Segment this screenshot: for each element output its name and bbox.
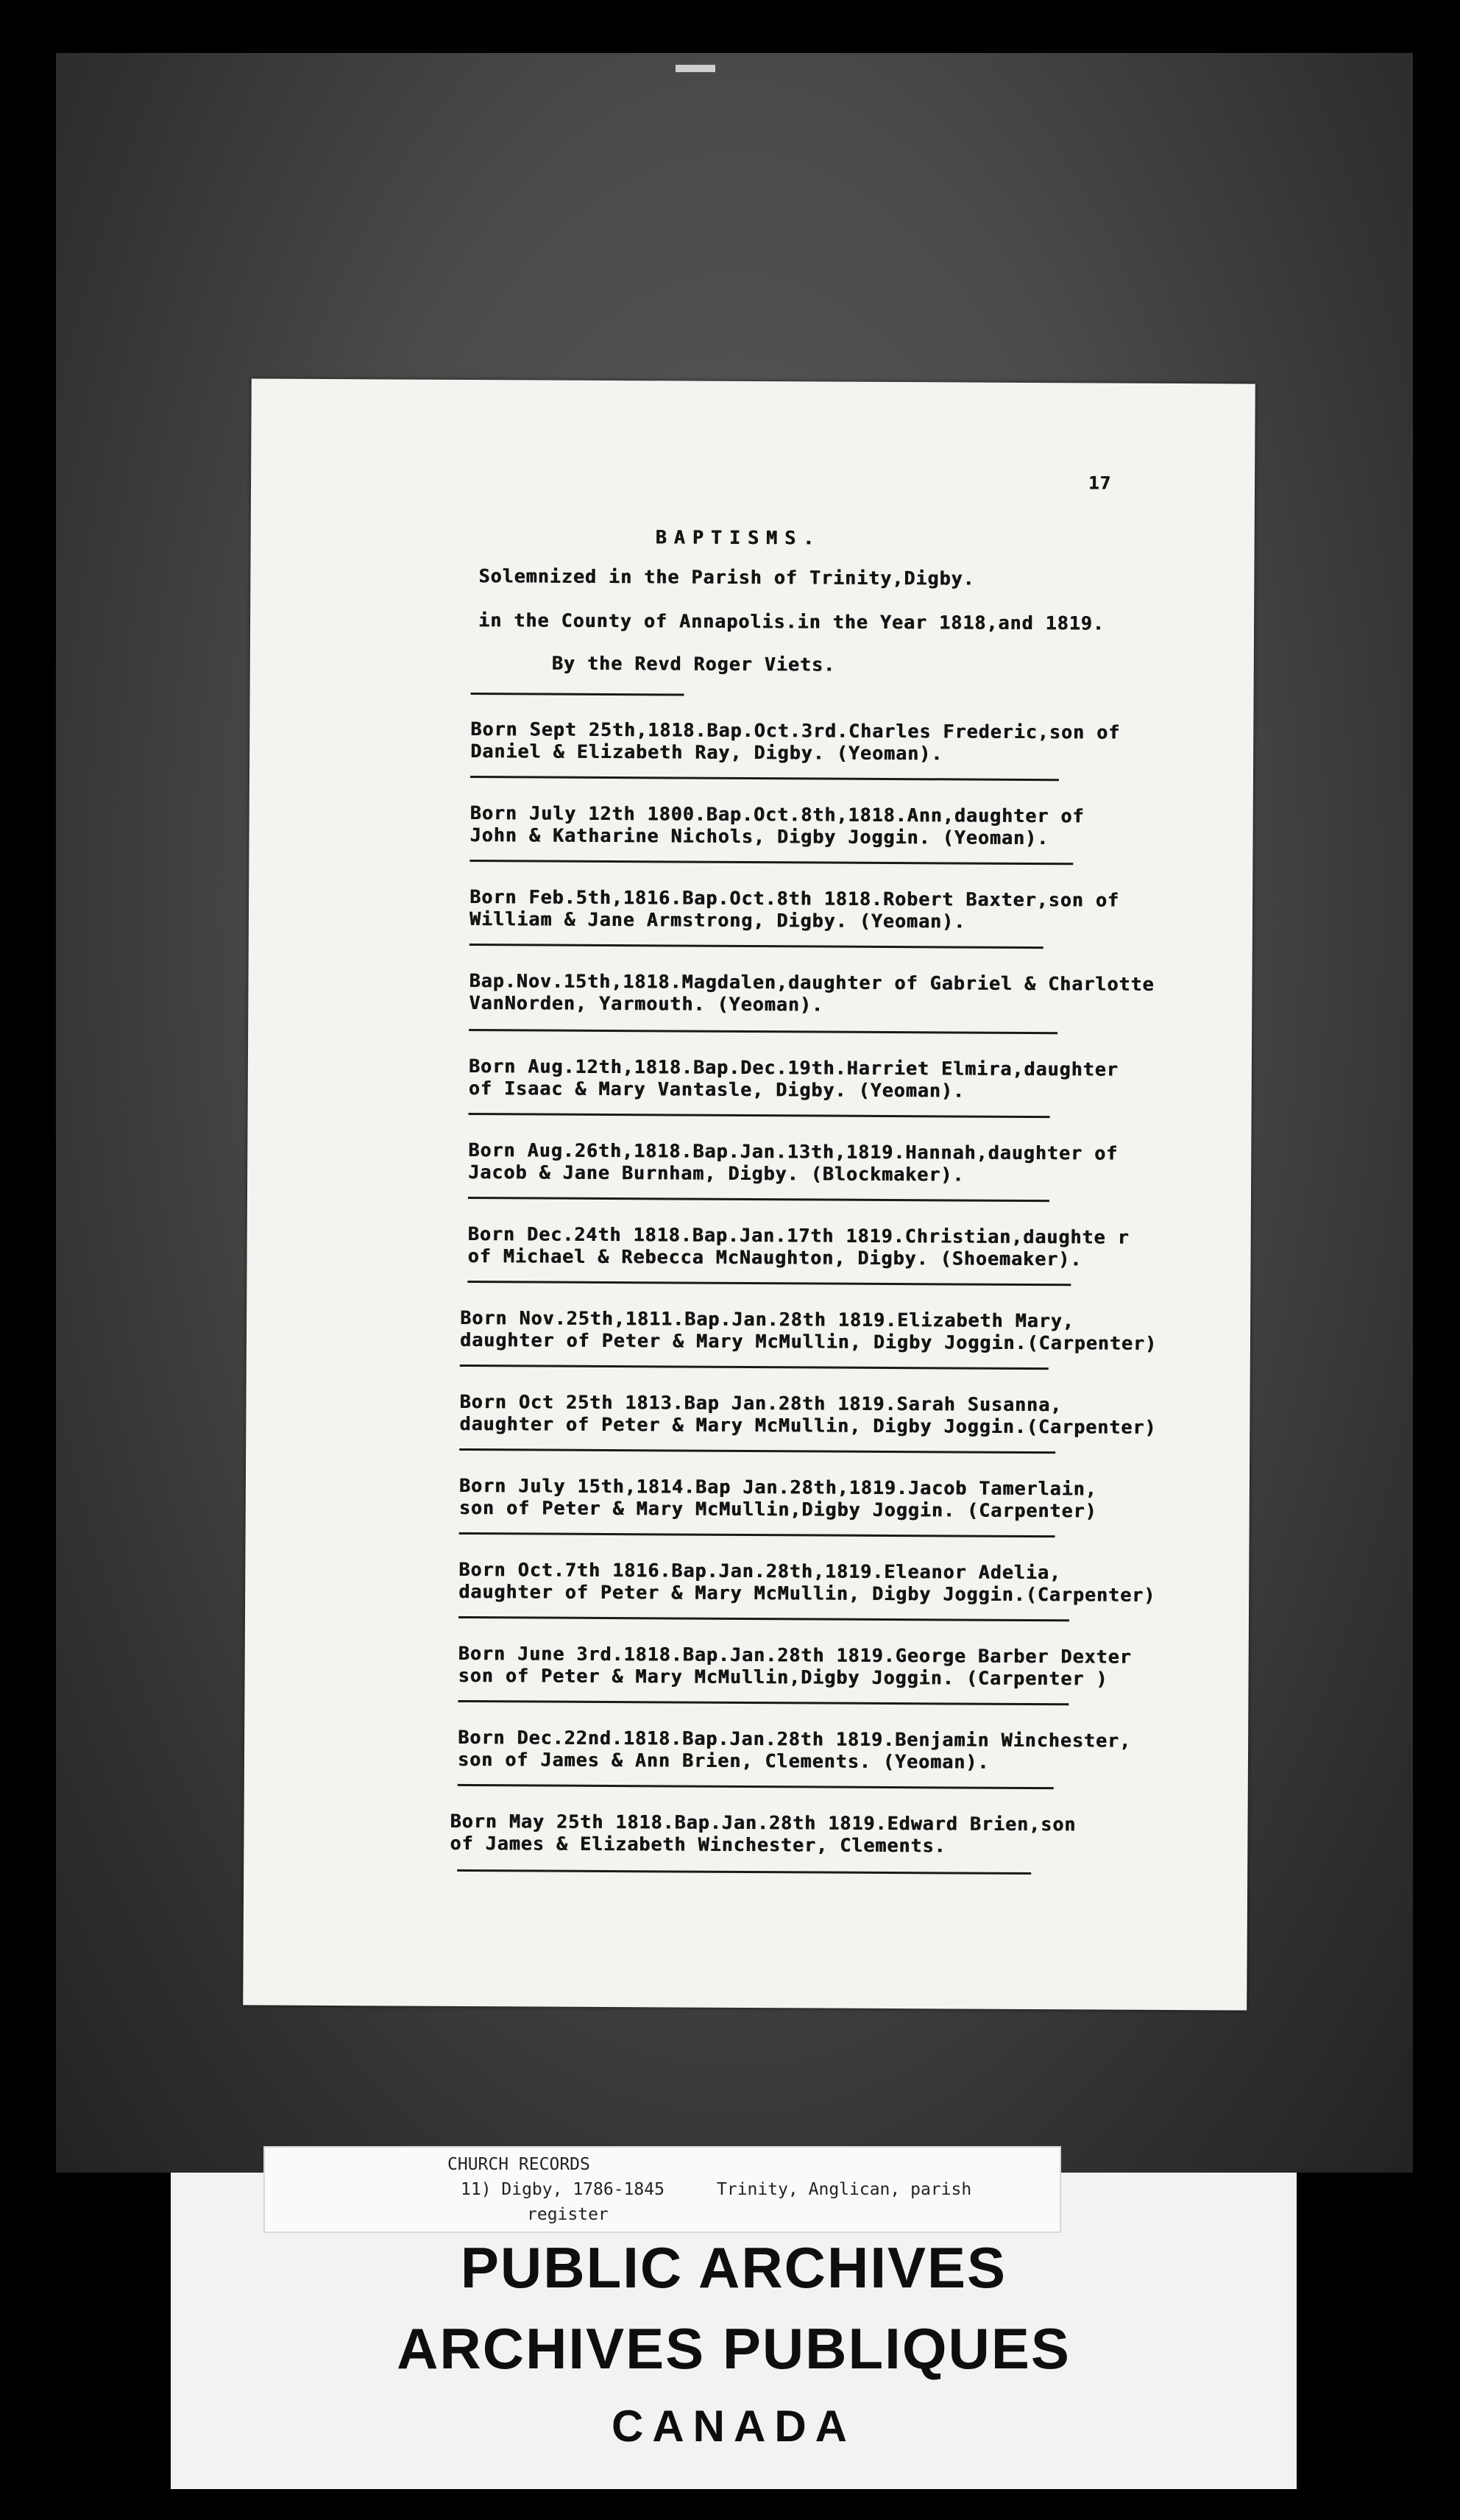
slip-description: Trinity, Anglican, parish (717, 2180, 972, 2199)
entry-line-2: daughter of Peter & Mary McMullin, Digby Joggin.(Carpenter) (459, 1328, 1158, 1354)
entry-line-1: Born Nov.25th,1811.Bap.Jan.28th 1819.Elizabeth Mary, (460, 1306, 1074, 1332)
entry-line-2: son of James & Ann Brien, Clements. (Yeoman). (457, 1748, 990, 1773)
baptism-entry (458, 1727, 1131, 1774)
page-number: 17 (1088, 473, 1112, 494)
baptism-entry (470, 718, 1120, 766)
entry-line-1: Born Aug.26th,1818.Bap.Jan.13th,1819.Hannah,daughter of (468, 1139, 1119, 1164)
entry-line-2: of Michael & Rebecca McNaughton, Digby. (Shoemaker). (467, 1245, 1082, 1270)
baptism-entry (460, 1307, 1157, 1355)
baptism-entry (450, 1811, 1076, 1858)
entry-rule (469, 1113, 1050, 1118)
entry-rule (468, 1197, 1049, 1202)
archives-country: CANADA (612, 2402, 856, 2451)
entry-line-1: Born Dec.22nd.1818.Bap.Jan.28th 1819.Benjamin Winchester, (458, 1726, 1132, 1752)
entry-line-1: Born June 3rd.1818.Bap.Jan.28th 1819.George Barber Dexter (458, 1642, 1132, 1668)
heading-rule (471, 693, 684, 696)
entry-rule (459, 1532, 1055, 1537)
slip-description-continued: register (527, 2205, 609, 2224)
entry-line-2: daughter of Peter & Mary McMullin, Digby Joggin.(Carpenter) (459, 1412, 1157, 1438)
entry-line-2: daughter of Peter & Mary McMullin, Digby Joggin.(Carpenter) (458, 1580, 1156, 1606)
entry-line-1: Bap.Nov.15th,1818.Magdalen,daughter of Gabriel & Charlotte (469, 970, 1155, 995)
entry-rule (470, 776, 1059, 781)
archives-name-french: ARCHIVES PUBLIQUES (397, 2316, 1071, 2381)
entry-line-2: of Isaac & Mary Vantasle, Digby. (Yeoman). (468, 1077, 965, 1102)
page-heading: BAPTISMS. (655, 526, 822, 549)
entry-rule (457, 1869, 1031, 1875)
entry-rule (459, 1448, 1055, 1454)
entry-line-1: Born May 25th 1818.Bap.Jan.28th 1819.Edward Brien,son (450, 1810, 1077, 1836)
entry-line-1: Born July 15th,1814.Bap Jan.28th,1819.Jacob Tamerlain, (458, 1474, 1097, 1500)
entry-line-2: son of Peter & Mary McMullin,Digby Joggin. (Carpenter ) (458, 1664, 1108, 1690)
entry-line-2: VanNorden, Yarmouth. (Yeoman). (469, 992, 823, 1016)
entry-line-1: Born Oct.7th 1816.Bap.Jan.28th,1819.Eleanor Adelia, (458, 1558, 1062, 1584)
baptism-entry (459, 1475, 1097, 1523)
baptism-entry (469, 886, 1119, 934)
entry-rule (467, 1281, 1071, 1286)
baptism-entry (469, 1055, 1119, 1103)
entry-rule (458, 1700, 1069, 1705)
baptism-entry (469, 970, 1154, 1018)
entry-line-1: Born Feb.5th,1816.Bap.Oct.8th 1818.Robert Baxter,son of (469, 886, 1120, 911)
baptism-entry (458, 1643, 1131, 1691)
entry-rule (460, 1365, 1049, 1370)
slip-heading: CHURCH RECORDS (447, 2155, 590, 2174)
baptism-entry (458, 1559, 1155, 1607)
subtitle-line-1: Solemnized in the Parish of Trinity,Digby. (478, 565, 975, 590)
subtitle-line-2: in the County of Annapolis.in the Year 1818,and 1819. (478, 609, 1105, 634)
entry-line-1: Born July 12th 1800.Bap.Oct.8th,1818.Ann,daughter of (469, 802, 1085, 827)
baptism-entry (459, 1391, 1156, 1439)
baptism-entry (467, 1223, 1129, 1271)
entry-line-1: Born Aug.12th,1818.Bap.Dec.19th.Harriet Elmira,daughter (468, 1055, 1119, 1080)
entry-line-2: son of Peter & Mary McMullin,Digby Joggin. (Carpenter) (458, 1496, 1097, 1522)
entry-rule (458, 1784, 1054, 1789)
entry-line-1: Born Oct 25th 1813.Bap Jan.28th 1819.Sarah Susanna, (459, 1390, 1063, 1416)
officiant-line: By the Revd Roger Viets. (551, 652, 836, 676)
record-slip (263, 2146, 1061, 2233)
entry-line-1: Born Sept 25th,1818.Bap.Oct.3rd.Charles Frederic,son of (470, 718, 1121, 743)
baptism-entry (469, 802, 1084, 849)
film-mark (676, 65, 715, 72)
entry-line-2: Jacob & Jane Burnham, Digby. (Blockmaker). (468, 1161, 965, 1186)
slip-reference: 11) Digby, 1786-1845 (461, 2180, 665, 2199)
entry-rule (469, 860, 1073, 865)
entry-rule (458, 1616, 1069, 1621)
entry-line-2: of James & Elizabeth Winchester, Clements. (450, 1832, 946, 1857)
entry-line-2: William & Jane Armstrong, Digby. (Yeoman). (469, 908, 966, 932)
entry-line-1: Born Dec.24th 1818.Bap.Jan.17th 1819.Christian,daughte r (467, 1222, 1130, 1248)
register-page (243, 378, 1255, 2010)
archives-name-english: PUBLIC ARCHIVES (460, 2235, 1007, 2300)
baptism-entry (468, 1139, 1118, 1187)
entry-rule (469, 944, 1043, 949)
entry-rule (469, 1029, 1057, 1034)
entry-line-2: John & Katharine Nichols, Digby Joggin. (Yeoman). (469, 824, 1049, 849)
entry-line-2: Daniel & Elizabeth Ray, Digby. (Yeoman). (470, 740, 943, 765)
